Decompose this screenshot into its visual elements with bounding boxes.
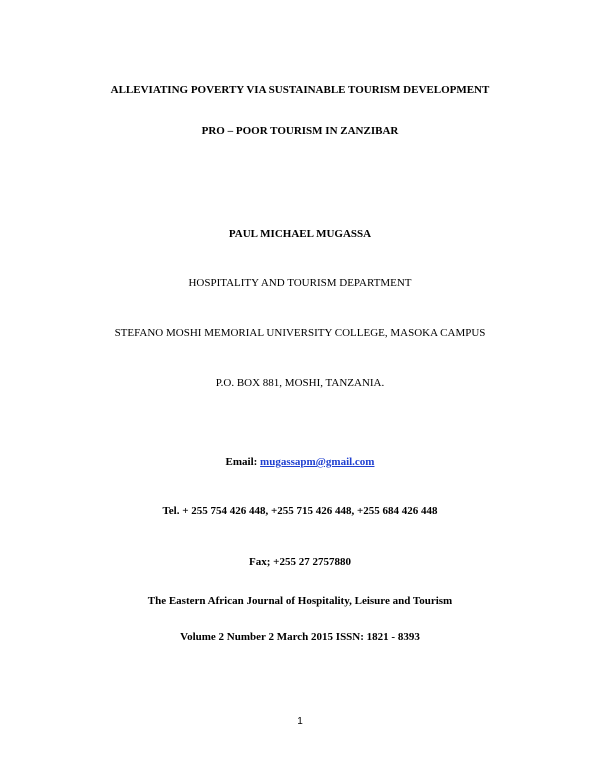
paper-title: ALLEVIATING POVERTY VIA SUSTAINABLE TOURISM DEVELOPMENT <box>110 84 490 96</box>
author-department: HOSPITALITY AND TOURISM DEPARTMENT <box>188 277 412 289</box>
email-link[interactable]: mugassapm@gmail.com <box>260 456 375 468</box>
author-fax: Fax; +255 27 2757880 <box>249 556 351 568</box>
author-name: PAUL MICHAEL MUGASSA <box>228 228 372 240</box>
journal-name: The Eastern African Journal of Hospitality, Leisure and Tourism <box>147 595 453 607</box>
page-number: 1 <box>297 716 303 727</box>
author-institution: STEFANO MOSHI MEMORIAL UNIVERSITY COLLEGE, MASOKA CAMPUS <box>114 327 486 339</box>
author-email-line <box>0 455 600 469</box>
author-telephone: Tel. + 255 754 426 448, +255 715 426 448, +255 684 426 448 <box>162 505 438 517</box>
email-label: Email: <box>225 456 261 468</box>
paper-subtitle: PRO – POOR TOURISM IN ZANZIBAR <box>201 125 399 137</box>
journal-volume-issn: Volume 2 Number 2 March 2015 ISSN: 1821 - 8393 <box>180 631 420 643</box>
author-address: P.O. BOX 881, MOSHI, TANZANIA. <box>215 377 385 389</box>
